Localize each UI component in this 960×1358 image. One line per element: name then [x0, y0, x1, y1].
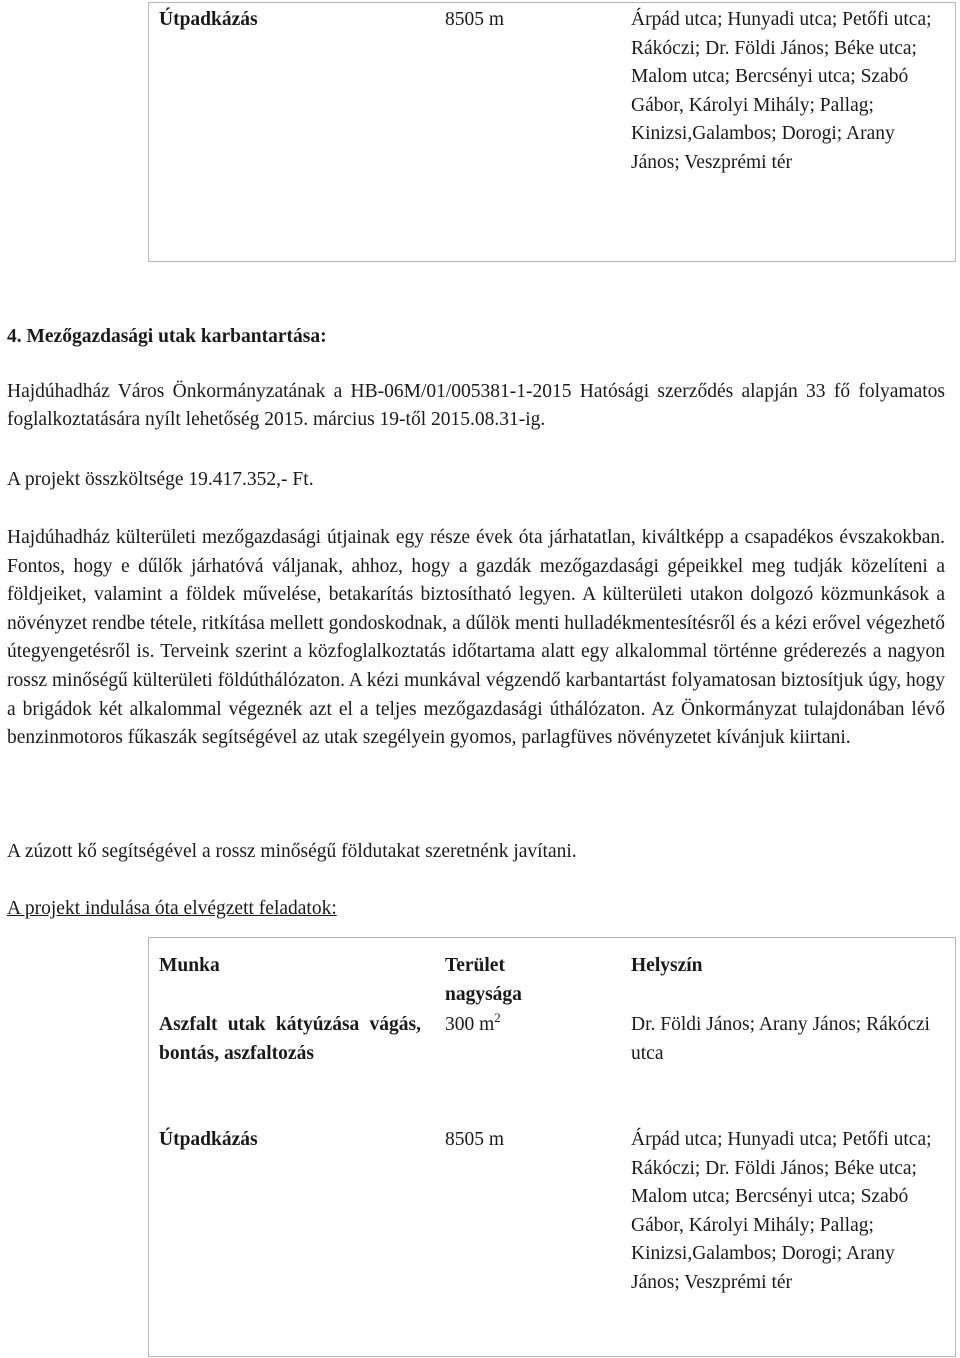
table-cell-work: Útpadkázás	[159, 9, 258, 30]
superscript: 2	[494, 1010, 501, 1025]
table-fragment-top	[148, 2, 956, 262]
section-heading: 4. Mezőgazdasági utak karbantartása:	[7, 326, 327, 347]
table-cell-size: 300 $m^2$	[445, 1010, 501, 1035]
table-cell-work: Útpadkázás	[159, 1129, 258, 1150]
closing-sentence: A zúzott kő segítségével a rossz minőségű földutakat szeretnénk javítani.	[7, 841, 577, 862]
table-cell-size: 8505 m	[445, 9, 505, 30]
table-header-work: Munka	[159, 955, 220, 976]
table-header-location: Helyszín	[631, 955, 703, 976]
tasks-heading: A projekt indulása óta elvégzett feladatok:	[7, 898, 337, 919]
table-cell-work: Aszfalt utak kátyúzása vágás, bontás, aszfaltozás	[159, 1014, 421, 1064]
tasks-table	[148, 937, 956, 1357]
project-cost: A projekt összköltsége 19.417.352,- Ft.	[7, 469, 314, 490]
table-cell-location: Árpád utca; Hunyadi utca; Petőfi utca; Rákóczi; Dr. Földi János; Béke utca; Malom utca; Bercsényi utca; Szabó Gábor, Károlyi Mihály; Pallag; Kinizsi,Galambos; Dorogi; Arany János; Veszprémi tér	[631, 9, 932, 173]
table-cell-location: Dr. Földi János; Arany János; Rákóczi utca	[631, 1014, 930, 1064]
table-cell-size: 8505 m	[445, 1129, 505, 1150]
table-cell-location: Árpád utca; Hunyadi utca; Petőfi utca; Rákóczi; Dr. Földi János; Béke utca; Malom utca; Bercsényi utca; Szabó Gábor, Károlyi Mihály; Pallag; Kinizsi,Galambos; Dorogi; Arany János; Veszprémi tér	[631, 1129, 932, 1293]
intro-paragraph: Hajdúhadház Város Önkormányzatának a HB-06M/01/005381-1-2015 Hatósági szerződés alapján 33 fő folyamatos foglalkoztatására nyílt lehetőség 2015. március 19-től 2015.08.31-ig.	[7, 381, 945, 430]
table-header-size: Terület nagysága	[445, 955, 522, 1005]
body-paragraph: Hajdúhadház külterületi mezőgazdasági útjainak egy része évek óta járhatatlan, kiváltképp a csapadékos évszakokban. Fontos, hogy e dűlők járhatóvá váljanak, ahhoz, hogy a gazdák mezőgazdasági gépeikkel meg tudják közelíteni a földjeiket, valamint a földek művelése, betakarítás biztosítható legyen. A külterületi utakon dolgozó közmunkások a növényzet rendbe tétele, ritkítása mellett gondoskodnak, a dűlök menti hulladékmentesítésről és a kézi erővel végezhető útegyengetésről is. Terveink szerint a közfoglalkoztatás időtartama alatt egy alkalommal történne gréderezés a nagyon rossz minőségű külterületi földúthálózaton. A kézi munkával végzendő karbantartást folyamatosan biztosítjuk úgy, hogy a brigádok két alkalommal végeznék azt el a teljes mezőgazdasági úthálózaton. Az Önkormányzat tulajdonában lévő benzinmotoros fűkaszák segítségével az utak szegélyein gyomos, parlagfüves növényzetet kívánjuk kiirtani.	[7, 527, 945, 749]
